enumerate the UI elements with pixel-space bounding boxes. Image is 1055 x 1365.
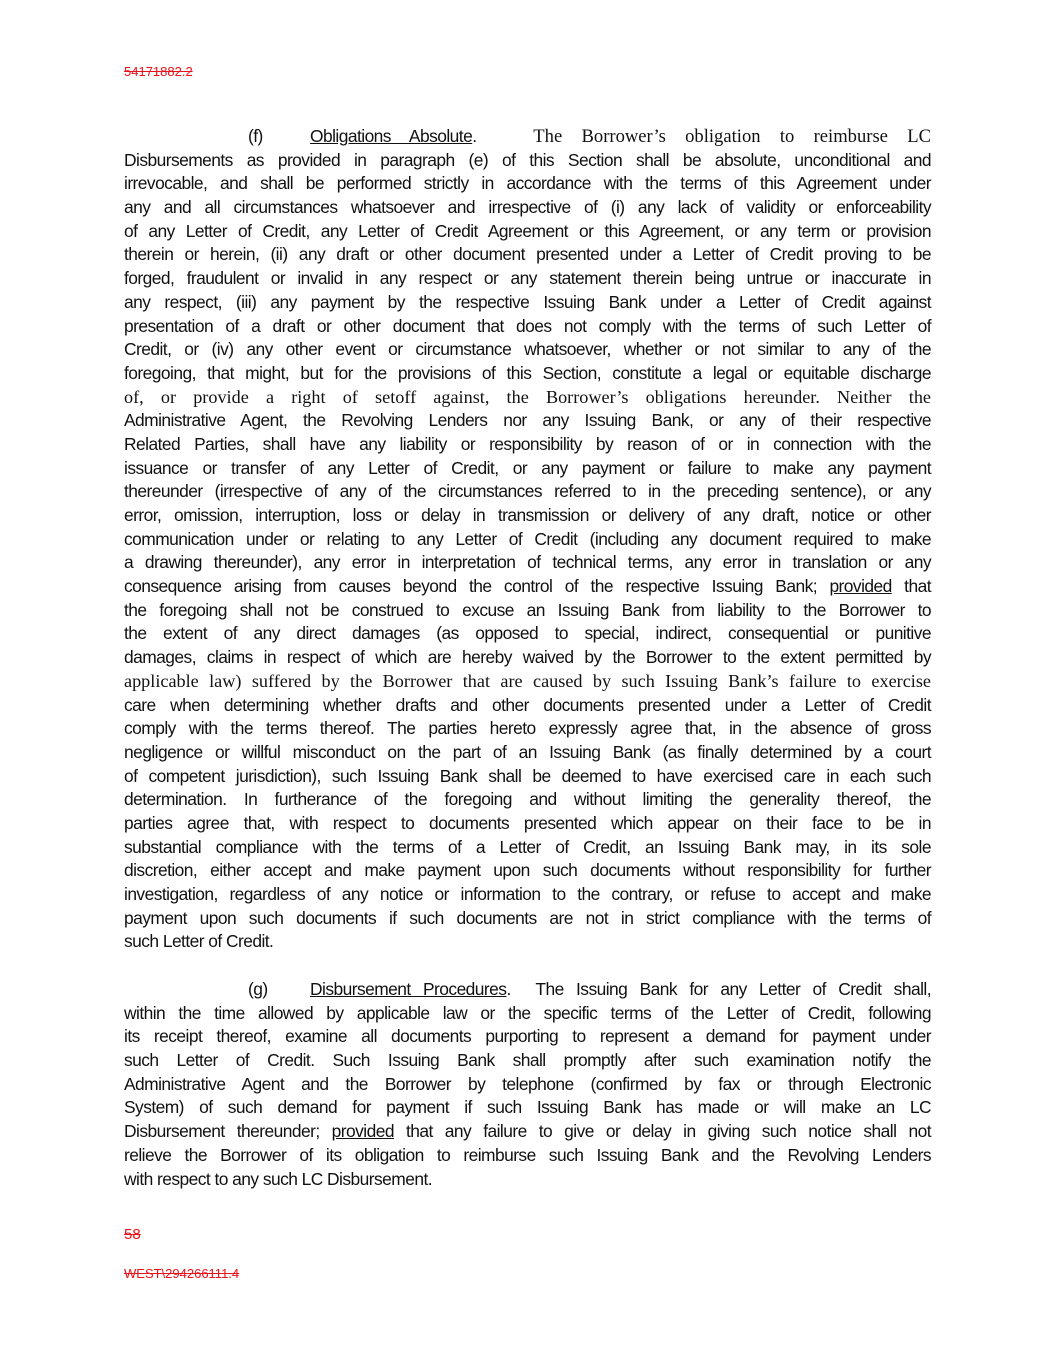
paragraph-g-line: System) of such demand for payment if such Issuing Bank has made or will make an LC bbox=[124, 1097, 931, 1118]
paragraph-f-line: therein or herein, (ii) any draft or other document presented under a Letter of Credit proving to be bbox=[124, 244, 931, 265]
paragraph-f-line: irrevocable, and shall be performed strictly in accordance with the terms of this Agreement under bbox=[124, 173, 931, 194]
paragraph-f-line bbox=[124, 125, 931, 149]
paragraph-g-line: within the time allowed by applicable law or the specific terms of the Letter of Credit, following bbox=[124, 1002, 931, 1023]
paragraph-g bbox=[124, 978, 931, 1191]
paragraph-g-text: Disbursement thereunder; bbox=[124, 1121, 320, 1142]
paragraph-f bbox=[124, 125, 931, 954]
paragraph-f-line: Credit, or (iv) any other event or circumstance whatsoever, whether or not similar to any of the bbox=[124, 339, 931, 360]
paragraph-f-line: comply with the terms thereof. The parties hereto expressly agree that, in the absence of gross bbox=[124, 718, 931, 739]
paragraph-f-line: parties agree that, with respect to documents presented which appear on their face to be in bbox=[124, 812, 931, 833]
paragraph-g-text: that any failure to give or delay in giving such notice shall not bbox=[405, 1121, 931, 1142]
paragraph-f-line: foregoing, that might, but for the provisions of this Section, constitute a legal or equitable discharge bbox=[124, 362, 931, 383]
paragraph-f-line: damages, claims in respect of which are hereby waived by the Borrower to the extent permitted by bbox=[124, 647, 931, 668]
paragraph-f-line: applicable law) suffered by the Borrower that are caused by such Issuing Bank’s failure to exercise bbox=[124, 670, 931, 691]
paragraph-f-line: negligence or willful misconduct on the part of an Issuing Bank (as finally determined by a court bbox=[124, 741, 931, 762]
paragraph-f-line: any and all circumstances whatsoever and irrespective of (i) any lack of validity or enforceability bbox=[124, 197, 931, 218]
paragraph-f-line: investigation, regardless of any notice or information to the contrary, or refuse to accept and make bbox=[124, 884, 931, 904]
paragraph-f-line: of competent jurisdiction), such Issuing Bank shall be deemed to have exercised care in each such bbox=[124, 765, 931, 786]
paragraph-g-label: (g) bbox=[248, 979, 268, 999]
paragraph-f-line: issuance or transfer of any Letter of Credit, or any payment or failure to make any payment bbox=[124, 457, 931, 478]
paragraph-f-line: the extent of any direct damages (as opposed to special, indirect, consequential or punitive bbox=[124, 623, 931, 644]
paragraph-g-line: with respect to any such LC Disbursement. bbox=[124, 1168, 433, 1189]
paragraph-f-line: thereunder (irrespective of any of the circumstances referred to in the preceding sentence), or any bbox=[124, 481, 931, 502]
paragraph-f-line: the foregoing shall not be construed to excuse an Issuing Bank from liability to the Borrower to bbox=[124, 599, 931, 620]
paragraph-f-line: presentation of a draft or other document that does not comply with the terms of such Letter of bbox=[124, 315, 931, 336]
footer-doc-id: WEST\294266111.4 bbox=[124, 1266, 240, 1281]
heading-period: . bbox=[472, 126, 477, 146]
paragraph-f-line: of any Letter of Credit, any Letter of Credit Agreement or this Agreement, or any term or provision bbox=[124, 220, 931, 241]
paragraph-g-line: relieve the Borrower of its obligation to reimburse such Issuing Bank and the Revolving Lenders bbox=[124, 1144, 931, 1165]
paragraph-g-line bbox=[124, 978, 931, 1002]
paragraph-f-line: such Letter of Credit. bbox=[124, 931, 274, 952]
paragraph-f-line: forged, fraudulent or invalid in any respect or any statement therein being untrue or inaccurate in bbox=[124, 268, 931, 289]
provided-term: provided bbox=[829, 576, 892, 597]
header-doc-id: 54171882.2 bbox=[124, 64, 193, 79]
paragraph-g-text: The Issuing Bank for any Letter of Credit shall, bbox=[535, 979, 931, 999]
paragraph-g-line: Administrative Agent and the Borrower by telephone (confirmed by fax or through Electronic bbox=[124, 1073, 931, 1094]
paragraph-f-line: error, omission, interruption, loss or delay in transmission or delivery of any draft, notice or other bbox=[124, 505, 931, 525]
paragraph-f-text: consequence arising from causes beyond the control of the respective Issuing Bank; bbox=[124, 576, 818, 597]
paragraph-f-heading: Obligations Absolute bbox=[310, 126, 473, 146]
paragraph-f-line: discretion, either accept and make payment upon such documents without responsibility for further bbox=[124, 860, 931, 881]
provided-term: provided bbox=[331, 1121, 394, 1142]
page-number: 58 bbox=[124, 1226, 141, 1243]
paragraph-f-line: determination. In furtherance of the foregoing and without limiting the generality thereof, the bbox=[124, 789, 931, 810]
paragraph-f-text: The Borrower’s obligation to reimburse LC bbox=[533, 126, 931, 147]
paragraph-f-line: of, or provide a right of setoff against, the Borrower’s obligations hereunder. Neither the bbox=[124, 386, 931, 407]
paragraph-f-line: a drawing thereunder), any error in interpretation of technical terms, any error in translation or any bbox=[124, 552, 931, 573]
paragraph-f-text: that bbox=[904, 576, 931, 597]
heading-period: . bbox=[506, 979, 511, 999]
paragraph-g-line bbox=[124, 1120, 931, 1144]
paragraph-g-heading: Disbursement Procedures bbox=[310, 979, 507, 999]
paragraph-f-line: substantial compliance with the terms of a Letter of Credit, an Issuing Bank may, in its sole bbox=[124, 836, 931, 857]
paragraph-f-line: care when determining whether drafts and other documents presented under a Letter of Credit bbox=[124, 694, 931, 715]
paragraph-f-line: communication under or relating to any Letter of Credit (including any document required to make bbox=[124, 528, 931, 549]
paragraph-g-line: such Letter of Credit. Such Issuing Bank shall promptly after such examination notify the bbox=[124, 1050, 931, 1071]
paragraph-f-line: Administrative Agent, the Revolving Lenders nor any Issuing Bank, or any of their respective bbox=[124, 410, 931, 431]
paragraph-f-line: payment upon such documents if such documents are not in strict compliance with the terms of bbox=[124, 907, 931, 928]
paragraph-f-line: Related Parties, shall have any liability or responsibility by reason of or in connection with the bbox=[124, 433, 931, 454]
paragraph-f-line: any respect, (iii) any payment by the respective Issuing Bank under a Letter of Credit against bbox=[124, 291, 931, 312]
paragraph-f-label: (f) bbox=[248, 126, 263, 146]
paragraph-f-line bbox=[124, 575, 931, 599]
paragraph-f-line: Disbursements as provided in paragraph (e) of this Section shall be absolute, unconditional and bbox=[124, 149, 931, 170]
paragraph-g-line: its receipt thereof, examine all documents purporting to represent a demand for payment under bbox=[124, 1026, 931, 1047]
